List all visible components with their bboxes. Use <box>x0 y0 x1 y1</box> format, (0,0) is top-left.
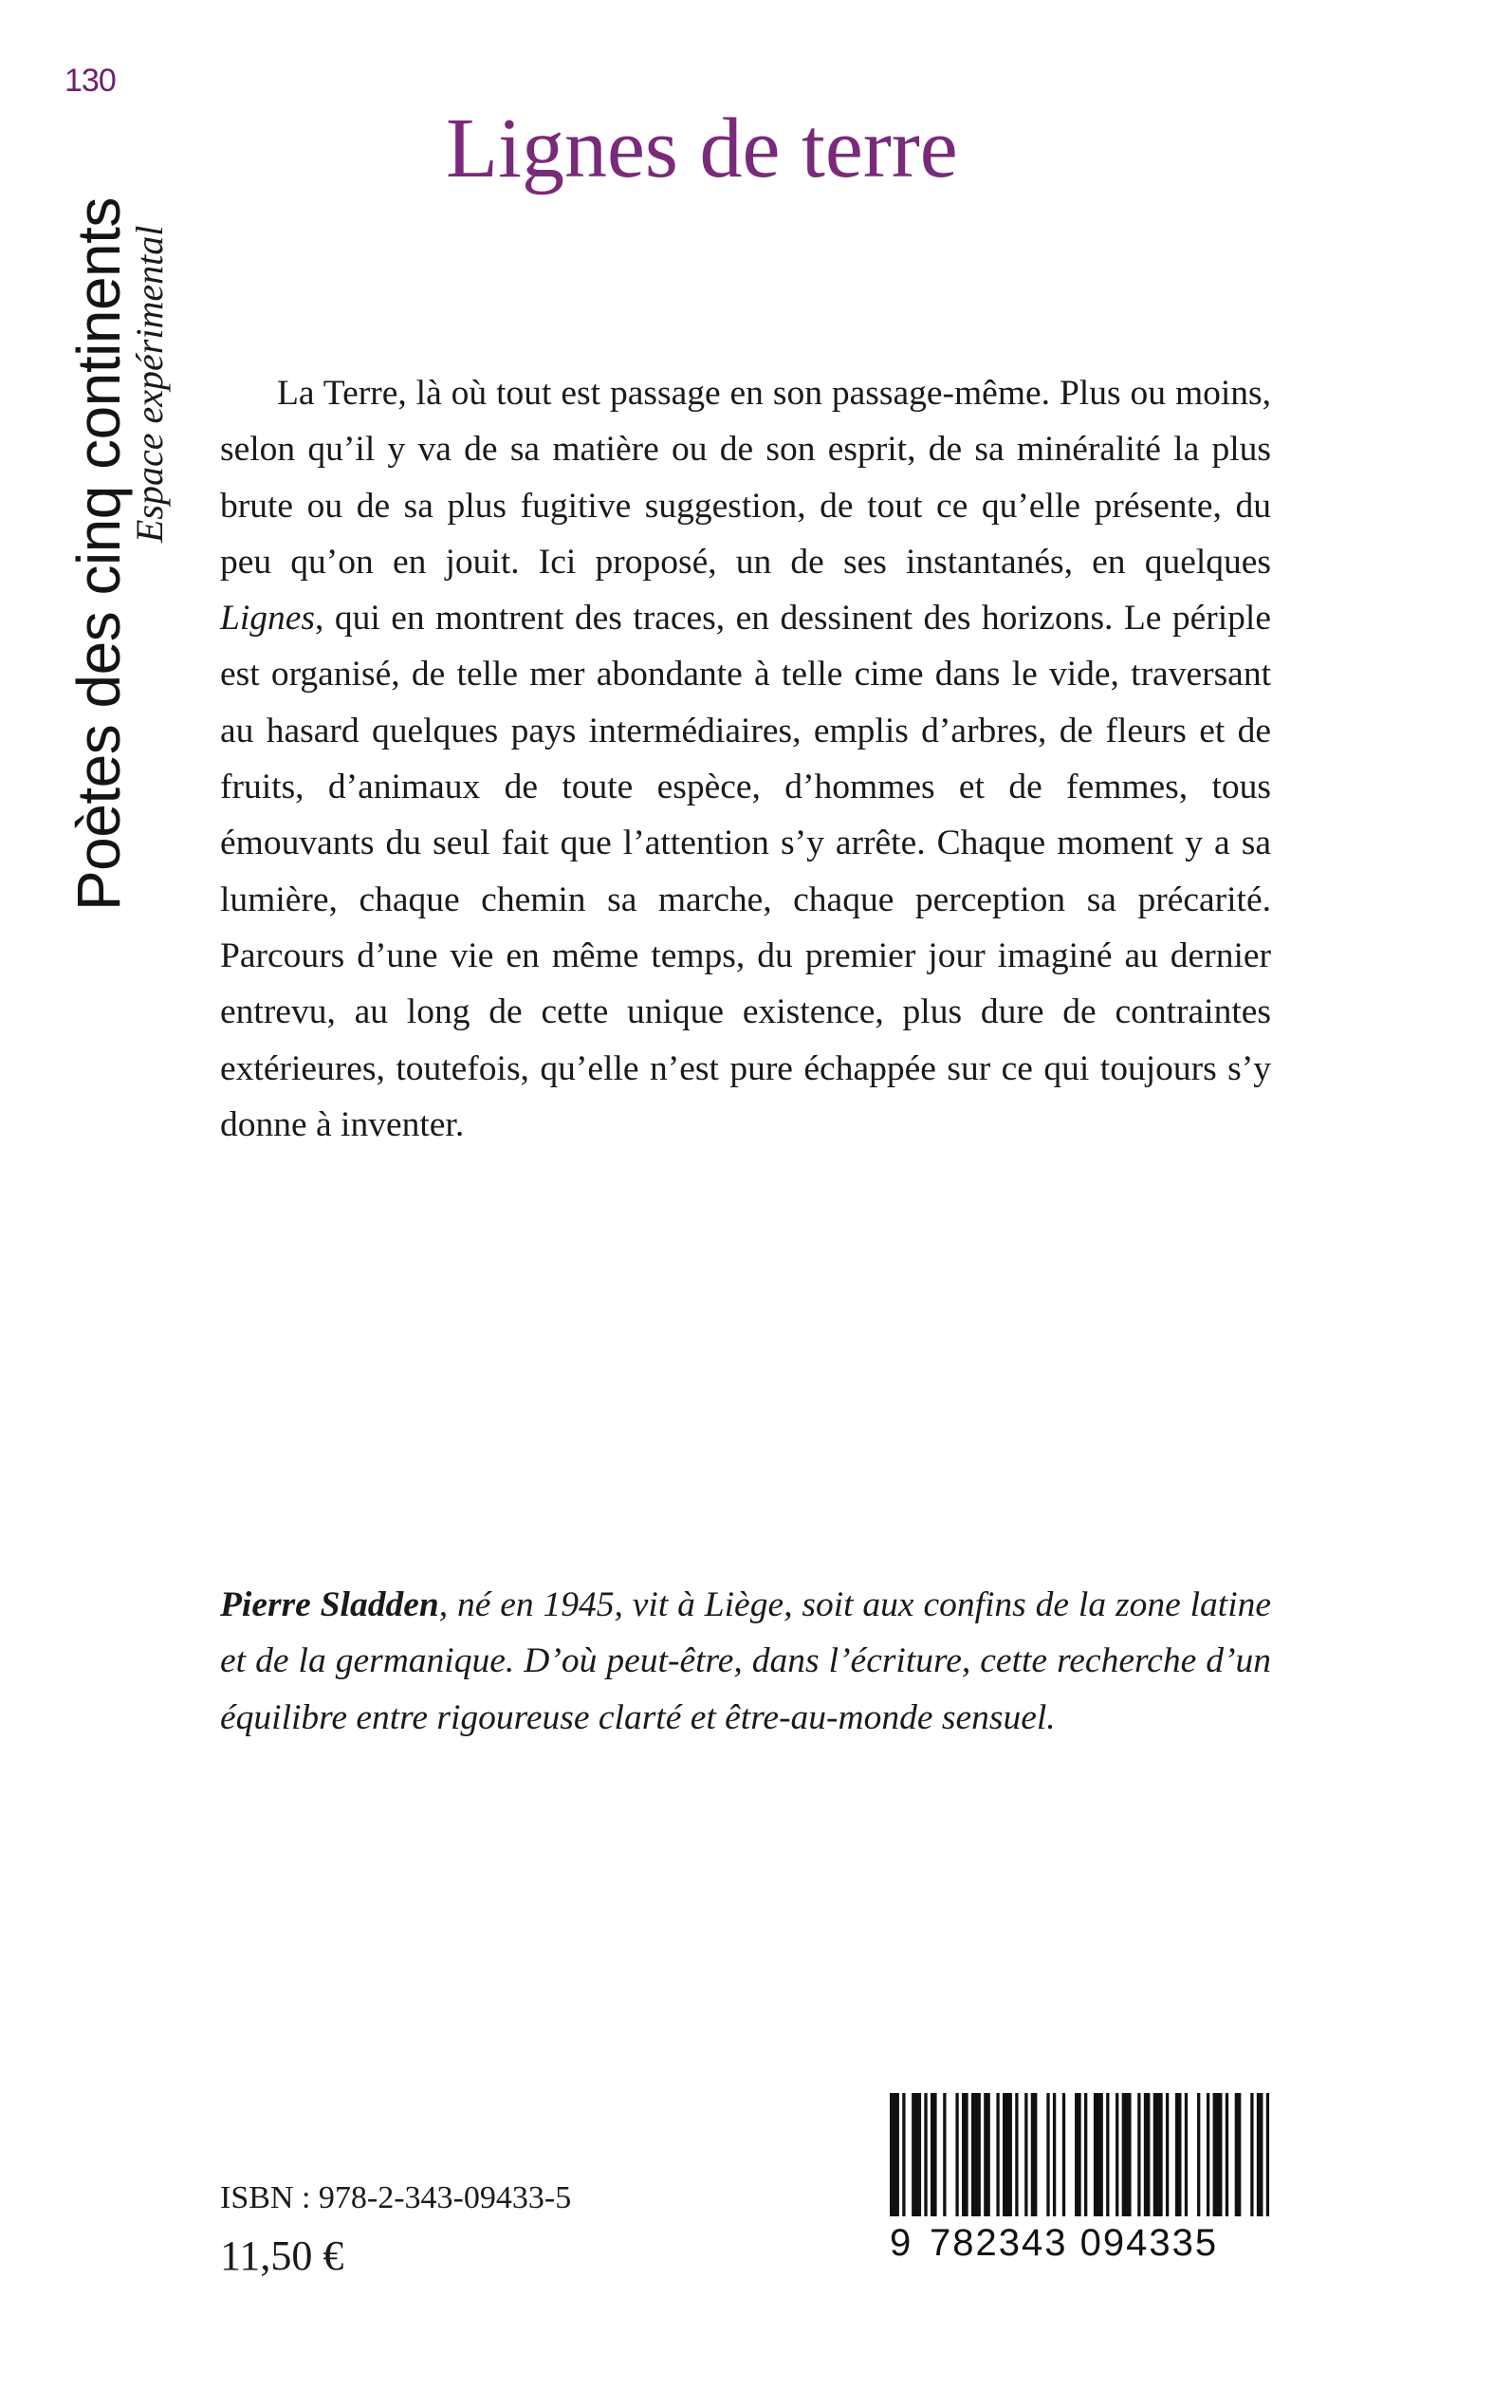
barcode-bar <box>890 2093 899 2216</box>
barcode-bar <box>955 2093 958 2216</box>
barcode-bar <box>1094 2093 1103 2216</box>
volume-number: 130 <box>65 63 116 99</box>
barcode-bar <box>1250 2093 1253 2216</box>
barcode-bar <box>924 2093 927 2216</box>
blurb-paragraph <box>220 365 1271 1153</box>
blurb-text-start: La Terre, là où tout est passage en son passage-même. Plus ou moins, selon qu’il y va de sa matière ou de son esprit, de sa minéralité la plus brute ou de sa plus fugitive suggestion, de tout ce qu’elle présente, du peu qu’on en jouit. Ici proposé, un de ses instantanés, en quelques <box>220 374 1271 582</box>
barcode-bar <box>1024 2093 1027 2216</box>
series-title: Poètes des cinq continents <box>65 197 133 911</box>
barcode-bar <box>1003 2093 1012 2216</box>
barcode-bar <box>1266 2093 1269 2216</box>
barcode-bar <box>1106 2093 1109 2216</box>
barcode-bar <box>1144 2093 1151 2216</box>
barcode-bar <box>1084 2093 1087 2216</box>
barcode-bar <box>1046 2093 1049 2216</box>
barcode-bar <box>1257 2093 1263 2216</box>
barcode-bar <box>1213 2093 1223 2216</box>
isbn-label: ISBN : 978-2-343-09433-5 <box>220 2180 572 2215</box>
barcode-bar <box>1153 2093 1163 2216</box>
barcode-bar <box>1031 2093 1038 2216</box>
barcode-bars <box>890 2093 1279 2216</box>
barcode-bar <box>996 2093 999 2216</box>
barcode-bar <box>1075 2093 1081 2216</box>
barcode-bar <box>1015 2093 1018 2216</box>
barcode-bar <box>1137 2093 1140 2216</box>
author-bio <box>220 1577 1271 1746</box>
barcode-bar <box>902 2093 905 2216</box>
barcode-bar <box>984 2093 990 2216</box>
barcode-bar <box>1175 2093 1182 2216</box>
barcode-bar <box>1122 2093 1132 2216</box>
barcode-bar <box>1116 2093 1118 2216</box>
barcode-bar <box>962 2093 968 2216</box>
barcode-digits <box>890 2222 1279 2265</box>
barcode-first-digit: 9 <box>890 2222 913 2264</box>
blurb-text-end: , qui en montrent des traces, en dessinent des horizons. Le périple est organisé, de telle mer abondante à telle cime dans le vide, traversant au hasard quelques pays intermédiaires, emplis d’arbres, de fleurs et de fruits, d’animaux de toute espèce, d’hommes et de femmes, tous émouvants du seul fait que l’attention s’y arrête. Chaque moment y a sa lumière, chaque chemin sa marche, chaque perception sa précarité. Parcours d’une vie en même temps, du premier jour imaginé au dernier entrevu, au long de cette unique existence, plus dure de contraintes extérieures, toutefois, qu’elle n’est pure échappée sur ce qui toujours s’y donne à inventer. <box>220 599 1271 1144</box>
barcode-bar <box>1062 2093 1065 2216</box>
author-name: Pierre Sladden <box>220 1585 439 1624</box>
barcode-bar <box>943 2093 946 2216</box>
barcode-rest-digits: 782343 094335 <box>930 2222 1219 2264</box>
barcode-bar <box>1235 2093 1242 2216</box>
blurb-italic-word: Lignes <box>220 599 316 639</box>
barcode-bar <box>912 2093 921 2216</box>
barcode-bar <box>971 2093 981 2216</box>
barcode-bar <box>931 2093 937 2216</box>
barcode-bar <box>1185 2093 1188 2216</box>
barcode-bar <box>1197 2093 1200 2216</box>
price-label: 11,50 € <box>220 2232 344 2279</box>
barcode-bar <box>1166 2093 1169 2216</box>
barcode-bar <box>1053 2093 1056 2216</box>
barcode-bar <box>1226 2093 1228 2216</box>
book-title: Lignes de terre <box>446 102 958 195</box>
barcode-bar <box>1207 2093 1209 2216</box>
author-bio-text: , né en 1945, vit à Liège, soit aux confins de la zone latine et de la germanique. D’où peut-être, dans l’écriture, cette recherche d’un équilibre entre rigoureuse clarté et être-au-monde sensuel. <box>220 1585 1272 1737</box>
series-subtitle: Espace expérimental <box>128 225 171 543</box>
